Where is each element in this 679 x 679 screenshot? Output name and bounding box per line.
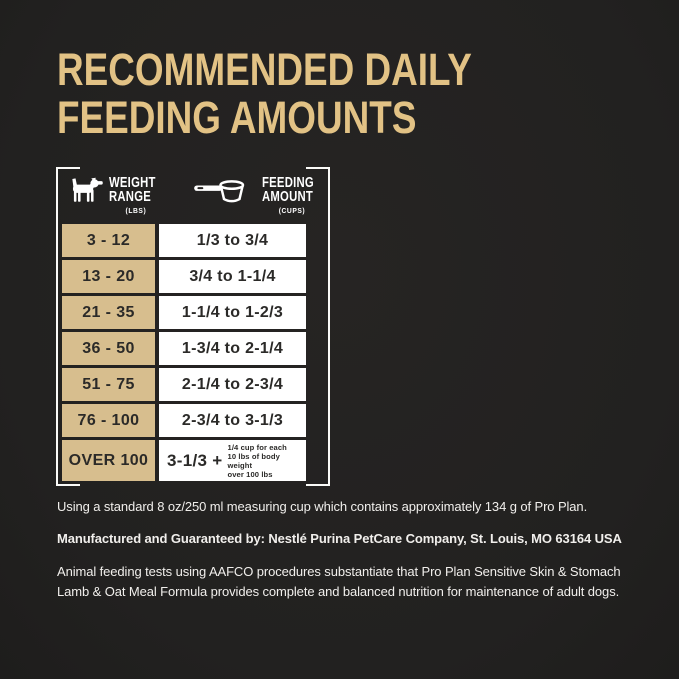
amount-cell: 1/3 to 3/4 [159, 224, 306, 257]
measuring-cup-note: Using a standard 8 oz/250 ml measuring cup which contains approximately 134 g of Pro Plan. [57, 499, 588, 514]
amount-cell: 3/4 to 1-1/4 [159, 260, 306, 293]
manufacturer-note: Manufactured and Guaranteed by: Nestlé Purina PetCare Company, St. Louis, MO 63164 USA [57, 531, 622, 546]
amount-note-line2: 10 lbs of body weight [227, 451, 280, 470]
amount-label-line1: FEEDING [261, 175, 314, 191]
table-header [66, 175, 326, 223]
frame-corner-bottom-left [56, 484, 80, 486]
amount-cell: 1-3/4 to 2-1/4 [159, 332, 306, 365]
weight-unit-label: (LBS) [125, 206, 147, 215]
amount-value: 3-1/3 + [167, 450, 223, 470]
measuring-cup-icon [191, 175, 257, 211]
amount-cell: 2-1/4 to 2-3/4 [159, 368, 306, 401]
frame-corner-top-left [56, 167, 80, 169]
table-row [62, 260, 306, 293]
aafco-statement-line2: Lamb & Oat Meal Formula provides complete and balanced nutrition for maintenance of adult dogs. [57, 583, 620, 599]
weight-cell: 51 - 75 [62, 368, 155, 401]
table-row [62, 332, 306, 365]
table-body [62, 224, 306, 484]
weight-label-line2: RANGE [109, 188, 152, 205]
amount-label-line2: AMOUNT [261, 188, 313, 205]
amount-cell: 1-1/4 to 1-2/3 [159, 296, 306, 329]
page-title [57, 46, 563, 142]
frame-corner-bottom-right [306, 484, 330, 486]
weight-range-header [66, 175, 169, 215]
dog-icon [66, 175, 104, 212]
amount-unit-label: (CUPS) [278, 206, 305, 215]
page-title-line1: RECOMMENDED DAILY [57, 44, 472, 95]
table-row [62, 224, 306, 257]
frame-left-line [56, 167, 58, 486]
weight-cell: OVER 100 [62, 440, 155, 481]
weight-cell: 76 - 100 [62, 404, 155, 437]
weight-cell: 21 - 35 [62, 296, 155, 329]
weight-cell: 13 - 20 [62, 260, 155, 293]
weight-cell: 3 - 12 [62, 224, 155, 257]
table-row [62, 404, 306, 437]
feeding-amount-label [262, 177, 329, 215]
amount-note-line3: over 100 lbs [227, 469, 273, 479]
aafco-statement-line1: Animal feeding tests using AAFCO procedures substantiate that Pro Plan Sensitive Skin & Stomach [57, 564, 621, 579]
table-row [62, 368, 306, 401]
frame-corner-top-right [306, 167, 330, 169]
table-row [62, 296, 306, 329]
weight-label-line1: WEIGHT [109, 175, 156, 191]
weight-range-label [109, 177, 169, 215]
aafco-statement [57, 562, 622, 601]
amount-cell: 2-3/4 to 3-1/3 [159, 404, 306, 437]
amount-cell [159, 440, 306, 481]
amount-note-line1: 1/4 cup for each [227, 442, 287, 452]
feeding-table [56, 167, 330, 486]
amount-note [228, 443, 307, 479]
weight-cell: 36 - 50 [62, 332, 155, 365]
footnotes [57, 499, 622, 601]
table-row [62, 440, 306, 481]
feeding-amount-header [191, 175, 329, 215]
page-title-line2: FEEDING AMOUNTS [57, 92, 417, 143]
